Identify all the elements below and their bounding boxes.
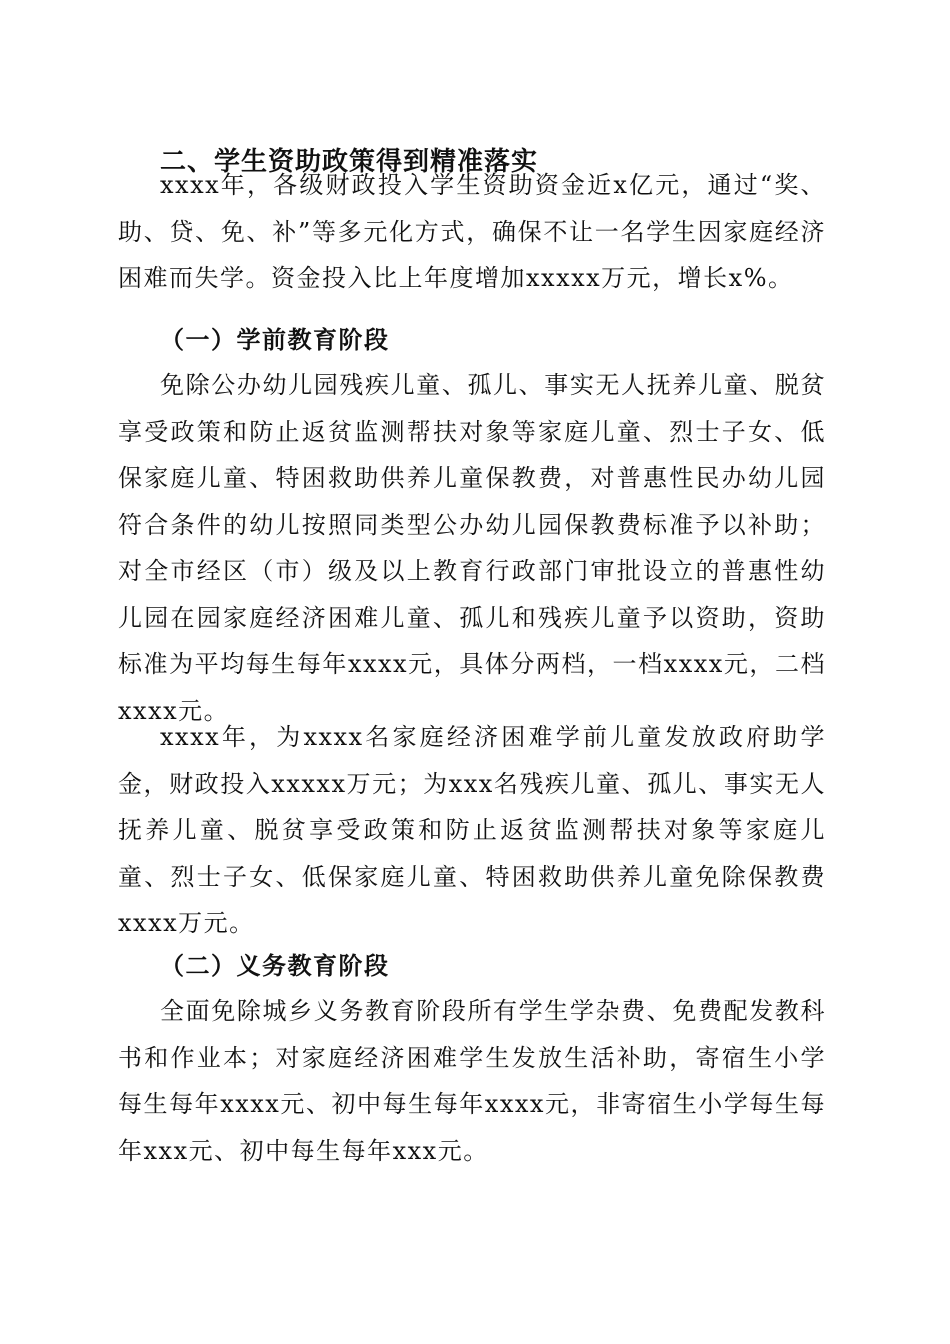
preschool-policy-paragraph: 免除公办幼儿园残疾儿童、孤儿、事实无人抚养儿童、脱贫享受政策和防止返贫监测帮扶对象等家庭儿童、烈士子女、低保家庭儿童、特困救助供养儿童保教费，对普惠性民办幼儿园符合条件的幼儿按照同类型公办幼儿园保教费标准予以补助；对全市经区（市）级及以上教育行政部门审批设立的普惠性幼儿园在园家庭经济困难儿童、孤儿和残疾儿童予以资助，资助标准为平均每生每年xxxx元，具体分两档，一档xxxx元，二档xxxx元。 xyxy=(118,371,826,725)
section-title: 二、学生资助政策得到精准落实 xyxy=(160,147,539,177)
subsection-title-preschool: （一）学前教育阶段 xyxy=(160,326,390,354)
intro-paragraph: xxxx年，各级财政投入学生资助资金近x亿元，通过“奖、助、贷、免、补”等多元化方式，确保不让一名学生因家庭经济困难而失学。资金投入比上年度增加xxxxx万元，增长x%。 xyxy=(118,171,826,292)
compulsory-policy-paragraph: 全面免除城乡义务教育阶段所有学生学杂费、免费配发教科书和作业本；对家庭经济困难学生发放生活补助，寄宿生小学每生每年xxxx元、初中每生每年xxxx元，非寄宿生小学每生每年xxx元、初中每生每年xxx元。 xyxy=(118,997,826,1165)
preschool-funding-paragraph: xxxx年，为xxxx名家庭经济困难学前儿童发放政府助学金，财政投入xxxxx万元；为xxx名残疾儿童、孤儿、事实无人抚养儿童、脱贫享受政策和防止返贫监测帮扶对象等家庭儿童、烈士子女、低保家庭儿童、特困救助供养儿童免除保教费xxxx万元。 xyxy=(118,723,826,937)
subsection-title-compulsory: （二）义务教育阶段 xyxy=(160,952,390,980)
